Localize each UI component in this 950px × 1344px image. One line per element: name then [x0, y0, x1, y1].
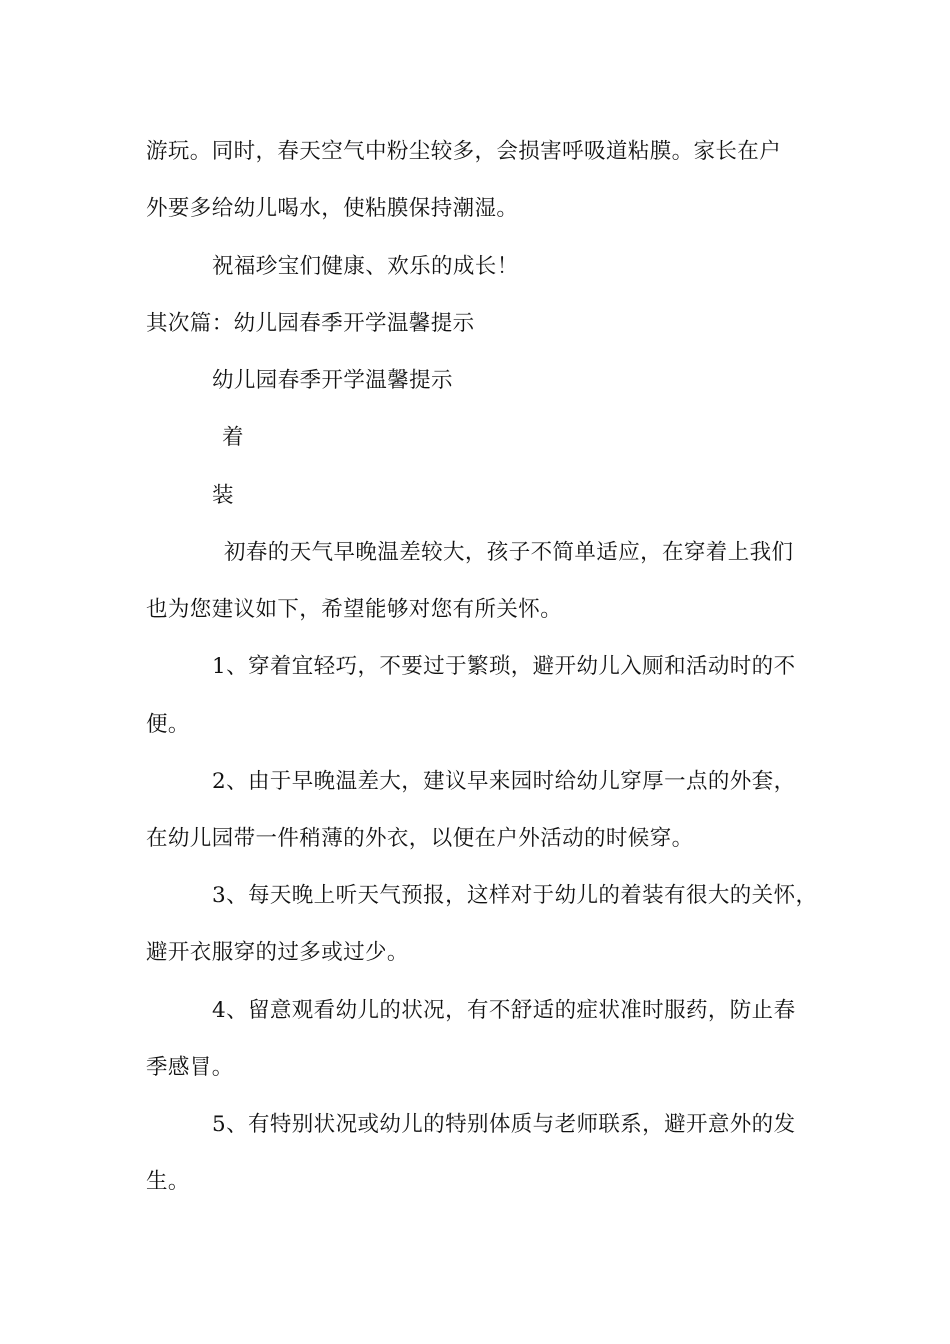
section-title: 幼儿园春季开学温馨提示	[212, 368, 453, 393]
list-item-line: 生。	[146, 1169, 190, 1194]
list-item-line: 2、由于早晚温差大，建议早来园时给幼儿穿厚一点的外套，	[212, 769, 796, 794]
list-item-line: 避开衣服穿的过多或过少。	[146, 940, 409, 965]
paragraph-line: 也为您建议如下，希望能够对您有所关怀。	[146, 597, 563, 622]
subheading-char: 装	[212, 483, 234, 508]
list-item-line: 季感冒。	[146, 1055, 234, 1080]
closing-wish: 祝福珍宝们健康、欢乐的成长！	[212, 254, 519, 279]
section-heading: 其次篇：幼儿园春季开学温馨提示	[146, 311, 475, 336]
list-item-line: 5、有特别状况或幼儿的特别体质与老师联系，避开意外的发	[212, 1112, 796, 1137]
paragraph-line: 游玩。同时，春天空气中粉尘较多，会损害呼吸道粘膜。家长在户	[146, 139, 782, 164]
subheading-char: 着	[222, 425, 244, 450]
paragraph-line: 外要多给幼儿喝水，使粘膜保持潮湿。	[146, 196, 519, 221]
list-item-line: 便。	[146, 712, 190, 737]
list-item-line: 4、留意观看幼儿的状况，有不舒适的症状准时服药，防止春	[212, 998, 796, 1023]
list-item-line: 1、穿着宜轻巧，不要过于繁琐，避开幼儿入厕和活动时的不	[212, 654, 796, 679]
paragraph-line: 初春的天气早晚温差较大，孩子不简单适应，在穿着上我们	[224, 540, 794, 565]
list-item-line: 在幼儿园带一件稍薄的外衣，以便在户外活动的时候穿。	[146, 826, 694, 851]
list-item-line: 3、每天晚上听天气预报，这样对于幼儿的着装有很大的关怀，	[212, 883, 818, 908]
